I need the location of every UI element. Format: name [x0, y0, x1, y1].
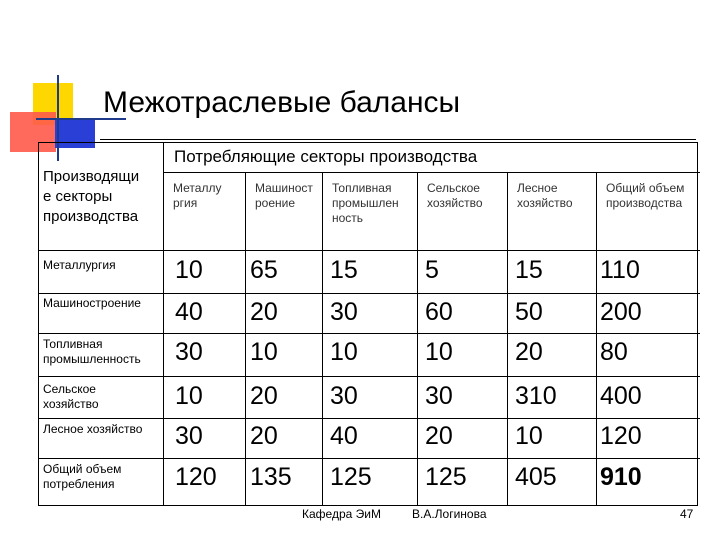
grid-hline: [38, 458, 700, 459]
column-header-line: ргия: [173, 196, 198, 210]
column-header: [606, 181, 684, 211]
row-label-line: потребления: [43, 477, 115, 491]
table-cell-value: 125: [330, 463, 372, 491]
row-label: [43, 422, 142, 437]
table-cell-value: 110: [600, 256, 640, 284]
table-cell-value: 30: [175, 338, 203, 366]
producing-sectors-header: [43, 167, 139, 227]
row-label-line: промышленность: [43, 352, 141, 366]
table-cell-value: 120: [175, 463, 217, 491]
grid-vline: [596, 172, 597, 506]
producing-header-line: е секторы: [43, 188, 113, 205]
table-cell-value: 20: [250, 382, 278, 410]
table-cell-value: 20: [515, 338, 543, 366]
grid-hline: [38, 250, 700, 251]
row-label-line: Общий объем: [43, 462, 122, 476]
row-label-line: хозяйство: [43, 397, 99, 411]
column-header-line: Металлу: [173, 181, 222, 195]
table-cell-value: 10: [175, 382, 203, 410]
row-label: [43, 337, 141, 367]
table-cell-value: 65: [250, 256, 278, 284]
table-cell-value: 50: [515, 298, 543, 326]
column-header: [427, 181, 483, 211]
table-cell-value: 5: [425, 256, 439, 284]
footer-department: Кафедра ЭиМ: [302, 507, 381, 521]
column-header-line: роение: [255, 196, 296, 210]
table-cell-value: 20: [425, 422, 453, 450]
table-cell-value: 30: [425, 382, 453, 410]
slide-title: Межотраслевые балансы: [103, 86, 461, 119]
grid-hline: [38, 376, 700, 377]
row-label-line: Машиностроение: [43, 296, 141, 310]
table-cell-value: 15: [330, 256, 358, 284]
column-header-line: Лесное: [517, 181, 558, 195]
consuming-sectors-header: Потребляющие секторы производства: [174, 147, 478, 166]
grid-vline: [417, 172, 418, 506]
column-header: [332, 181, 399, 226]
producing-header-line: производства: [43, 208, 139, 225]
table-cell-value: 405: [515, 463, 557, 491]
table-cell-value: 135: [250, 463, 292, 491]
table-cell-value: 125: [425, 463, 467, 491]
table-cell-value: 200: [600, 298, 642, 326]
row-label: [43, 462, 121, 492]
column-header: [173, 181, 221, 211]
column-header: [517, 181, 573, 211]
grid-hline: [163, 172, 700, 173]
table-cell-value: 30: [330, 382, 358, 410]
table-cell-value: 80: [600, 338, 628, 366]
grid-vline: [163, 142, 164, 506]
footer-page-number: 47: [680, 507, 694, 521]
table-cell-value: 10: [425, 338, 453, 366]
footer-author: В.А.Логинова: [412, 507, 487, 521]
table-cell-value: 910: [600, 463, 642, 491]
row-label-line: Топливная: [43, 337, 103, 351]
column-header-line: Сельское: [427, 181, 480, 195]
table-cell-value: 30: [175, 422, 203, 450]
row-label-line: Лесное хозяйство: [43, 422, 143, 436]
table-cell-value: 10: [175, 256, 203, 284]
row-label-line: Металлургия: [43, 258, 116, 272]
table-cell-value: 20: [250, 422, 278, 450]
grid-vline: [245, 172, 246, 506]
row-label-line: Сельское: [43, 382, 96, 396]
grid-hline: [38, 418, 700, 419]
grid-hline: [38, 333, 700, 334]
table-cell-value: 30: [330, 298, 358, 326]
column-header: [255, 181, 313, 211]
table-cell-value: 400: [600, 382, 642, 410]
column-header-line: промышлен: [332, 196, 399, 210]
row-label: [43, 382, 99, 412]
table-cell-value: 120: [600, 422, 642, 450]
table-cell-value: 10: [515, 422, 543, 450]
table-cell-value: 40: [175, 298, 203, 326]
grid-vline: [507, 172, 508, 506]
table-cell-value: 10: [330, 338, 358, 366]
column-header-line: производства: [606, 196, 683, 210]
grid-vline: [322, 172, 323, 506]
table-cell-value: 10: [250, 338, 278, 366]
table-cell-value: 310: [515, 382, 557, 410]
column-header-line: Машиност: [255, 181, 313, 195]
row-label: [43, 296, 141, 311]
column-header-line: Общий объем: [606, 181, 685, 195]
table-cell-value: 20: [250, 298, 278, 326]
row-label: [43, 258, 116, 273]
column-header-line: Топливная: [332, 181, 392, 195]
table-cell-value: 15: [515, 256, 543, 284]
producing-header-line: Производящи: [43, 168, 140, 185]
grid-hline: [38, 293, 700, 294]
column-header-line: ность: [332, 211, 364, 225]
column-header-line: хозяйство: [427, 196, 483, 210]
table-cell-value: 40: [330, 422, 358, 450]
table-cell-value: 60: [425, 298, 453, 326]
column-header-line: хозяйство: [517, 196, 573, 210]
title-underline: [100, 139, 696, 140]
